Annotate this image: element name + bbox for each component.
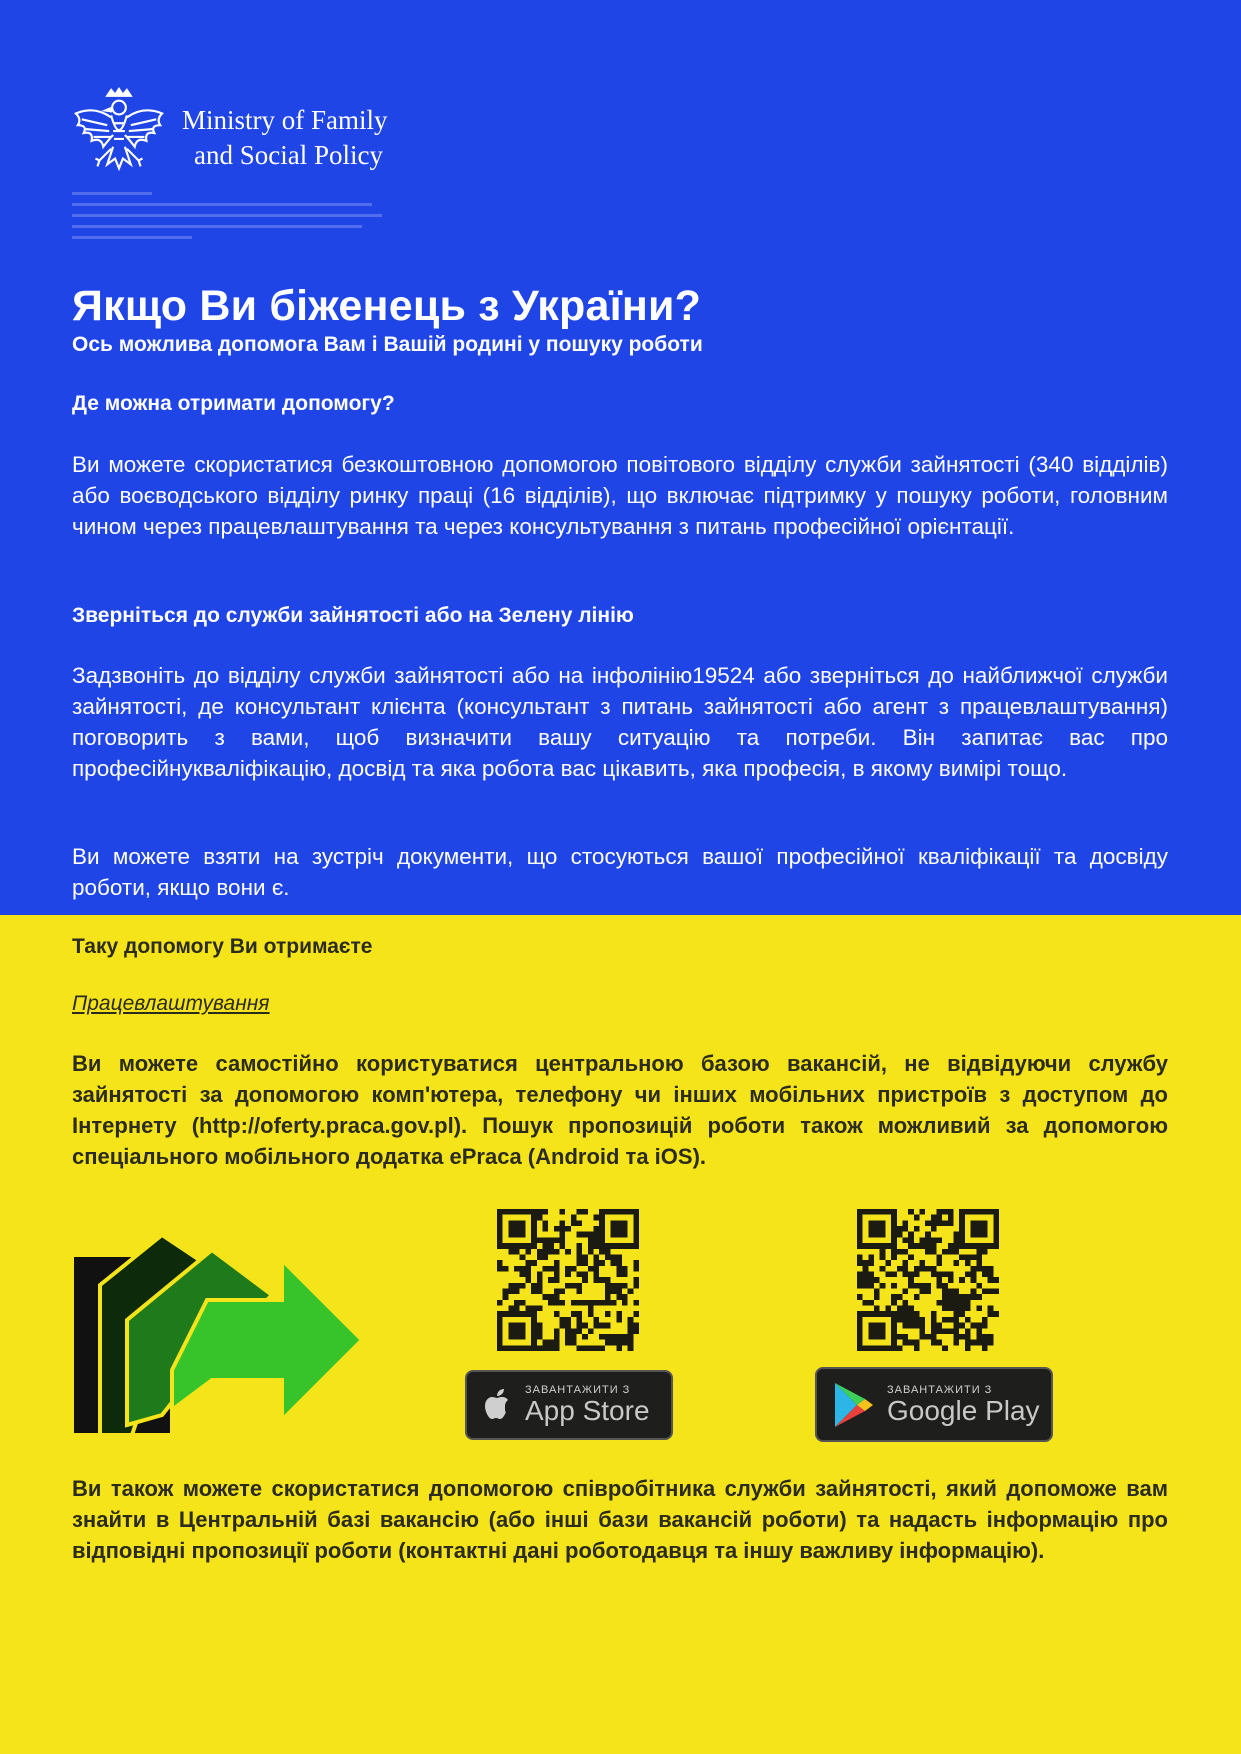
paragraph-vacancy-database: Ви можете самостійно користуватися центральною базою вакансій, не відвідуючи службу зайнятості за допомогою комп'ютера, телефону чи інших мобільних пристроїв з доступом до Інтернету (http://oferty.praca.gov.pl). Пошук пропозицій роботи також можливий за допомогою спеціального мобільного додатка ePraca (Android та iOS). xyxy=(72,1051,1168,1169)
qr-code-app-store[interactable] xyxy=(497,1209,639,1351)
question-where-help: Де можна отримати допомогу? xyxy=(72,392,395,415)
app-store-button[interactable] xyxy=(465,1370,673,1440)
qr-code-google-play[interactable] xyxy=(857,1209,999,1351)
page-subtitle: Ось можлива допомога Вам і Вашій родині у пошуку роботи xyxy=(72,333,703,356)
page-title: Якщо Ви біженець з України? xyxy=(72,282,702,330)
paragraph-employee-help: Ви також можете скористатися допомогою співробітника служби зайнятості, який допоможе вам знайти в Центральній базі вакансію (або інші бази вакансій роботи) та надасть інформацію про відповідні пропозиції роботи (контактні дані роботодавця та іншу важливу інформацію). xyxy=(72,1476,1168,1563)
faint-ghost-lines xyxy=(72,192,382,247)
google-play-label: Google Play xyxy=(887,1394,1040,1426)
google-play-button[interactable] xyxy=(815,1367,1053,1442)
qr-code-app-store-image xyxy=(497,1209,639,1351)
arrows-graphic-icon xyxy=(72,1235,362,1445)
ministry-name xyxy=(182,103,388,173)
subheading-employment: Працевлаштування xyxy=(72,992,270,1015)
app-store-small-text: ЗАВАНТАЖИТИ З xyxy=(525,1384,631,1396)
paragraph-call-infoline: Задзвоніть до відділу служби зайнятості або на інфолінію19524 або зверніться до найближчої служби зайнятості, де консультант клієнта (консультант з питань зайнятості або агент з працевлаштування) поговорить з вами, щоб визначити вашу ситуацію та потреби. Він запитає вас про професійнукваліфікацію, досвід та яка робота вас цікавить, яка професія, в якому вимірі тощо. xyxy=(72,663,1168,781)
eagle-emblem-icon xyxy=(70,85,168,185)
heading-help-received: Таку допомогу Ви отримаєте xyxy=(72,935,373,958)
ministry-name-line2: and Social Policy xyxy=(194,140,383,170)
ministry-name-line1: Ministry of Family xyxy=(182,105,388,135)
google-play-small-text: ЗАВАНТАЖИТИ З xyxy=(887,1383,993,1396)
app-store-label: App Store xyxy=(525,1395,650,1426)
google-play-icon xyxy=(831,1381,875,1429)
qr-code-google-play-image xyxy=(857,1209,999,1351)
apple-icon xyxy=(481,1385,515,1425)
ministry-logo xyxy=(70,85,388,185)
paragraph-bring-documents: Ви можете взяти на зустріч документи, що стосуються вашої професійної кваліфікації та досвіду роботи, якщо вони є. xyxy=(72,844,1168,900)
heading-contact-service: Зверніться до служби зайнятості або на Зелену лінію xyxy=(72,604,634,627)
yellow-section xyxy=(0,915,1241,1754)
paragraph-free-help: Ви можете скористатися безкоштовною допомогою повітового відділу служби зайнятості (340 відділів) або воєводського відділу ринку праці (16 відділів), що включає підтримку у пошуку роботи, головним чином через працевлаштування та через консультування з питань професійної орієнтації. xyxy=(72,452,1168,539)
